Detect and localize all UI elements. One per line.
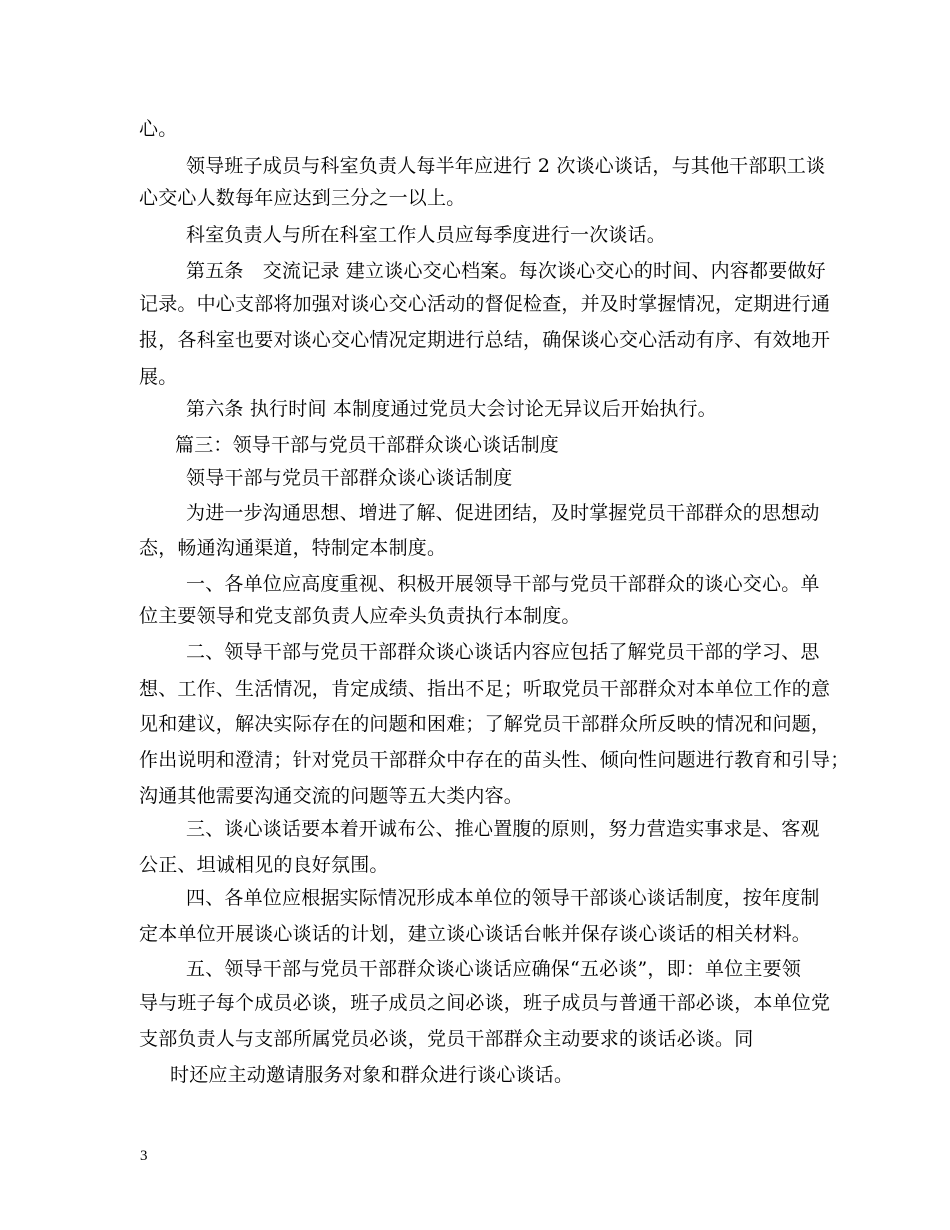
text-line: 想、工作、生活情况，肯定成绩、指出不足；听取党员干部群众对本单位工作的意 — [139, 678, 831, 700]
page-number: 3 — [140, 1148, 148, 1164]
text-line: 报，各科室也要对谈心交心情况定期进行总结，确保谈心交心活动有序、有效地开 — [139, 329, 831, 351]
text-line: 态，畅通沟通渠道，特制定本制度。 — [139, 537, 447, 559]
text-line: 四、各单位应根据实际情况形成本单位的领导干部谈心谈话制度，按年度制 — [186, 887, 820, 909]
section-heading: 篇三：领导干部与党员干部群众谈心谈话制度 — [175, 434, 560, 456]
text-line: 第六条 执行时间 本制度通过党员大会讨论无异议后开始执行。 — [186, 398, 717, 420]
text-line: 作出说明和澄清；针对党员干部群众中存在的苗头性、倾向性问题进行教育和引导； — [139, 749, 850, 771]
text-line: 为进一步沟通思想、增进了解、促进团结，及时掌握党员干部群众的思想动 — [186, 502, 820, 524]
text-line: 科室负责人与所在科室工作人员应每季度进行一次谈话。 — [186, 224, 667, 246]
document-title: 领导干部与党员干部群众谈心谈话制度 — [186, 467, 513, 489]
text-line: 支部负责人与支部所属党员必谈，党员干部群众主动要求的谈话必谈。同 — [139, 1028, 754, 1050]
text-line: 见和建议，解决实际存在的问题和困难；了解党员干部群众所反映的情况和问题， — [139, 713, 831, 735]
text-line: 五、领导干部与党员干部群众谈心谈话应确保“五必谈”，即：单位主要领 — [186, 958, 802, 980]
text-line: 三、谈心谈话要本着开诚布公、推心置腹的原则，努力营造实事求是、客观 — [186, 818, 820, 840]
text-line: 记录。中心支部将加强对谈心交心活动的督促检查，并及时掌握情况，定期进行通 — [139, 293, 831, 315]
text-line: 沟通其他需要沟通交流的问题等五大类内容。 — [139, 785, 524, 807]
text-line: 第五条 交流记录 建立谈心交心档案。每次谈心交心的时间、内容都要做好 — [186, 260, 826, 282]
text-line: 二、领导干部与党员干部群众谈心谈话内容应包括了解党员干部的学习、思 — [186, 641, 820, 663]
text-line: 领导班子成员与科室负责人每半年应进行 2 次谈心谈话，与其他干部职工谈 — [186, 155, 826, 177]
text-line: 心交心人数每年应达到三分之一以上。 — [139, 187, 466, 209]
text-line: 定本单位开展谈心谈话的计划，建立谈心谈话台帐并保存谈心谈话的相关材料。 — [139, 923, 812, 945]
text-line: 时还应主动邀请服务对象和群众进行谈心谈话。 — [170, 1064, 574, 1086]
text-line: 展。 — [139, 366, 178, 388]
text-line: 公正、坦诚相见的良好氛围。 — [139, 854, 389, 876]
text-line: 心。 — [139, 118, 178, 140]
text-line: 位主要领导和党支部负责人应牵头负责执行本制度。 — [139, 605, 581, 627]
text-line: 导与班子每个成员必谈，班子成员之间必谈，班子成员与普通干部必谈，本单位党 — [139, 992, 831, 1014]
text-line: 一、各单位应高度重视、积极开展领导干部与党员干部群众的谈心交心。单 — [186, 573, 820, 595]
